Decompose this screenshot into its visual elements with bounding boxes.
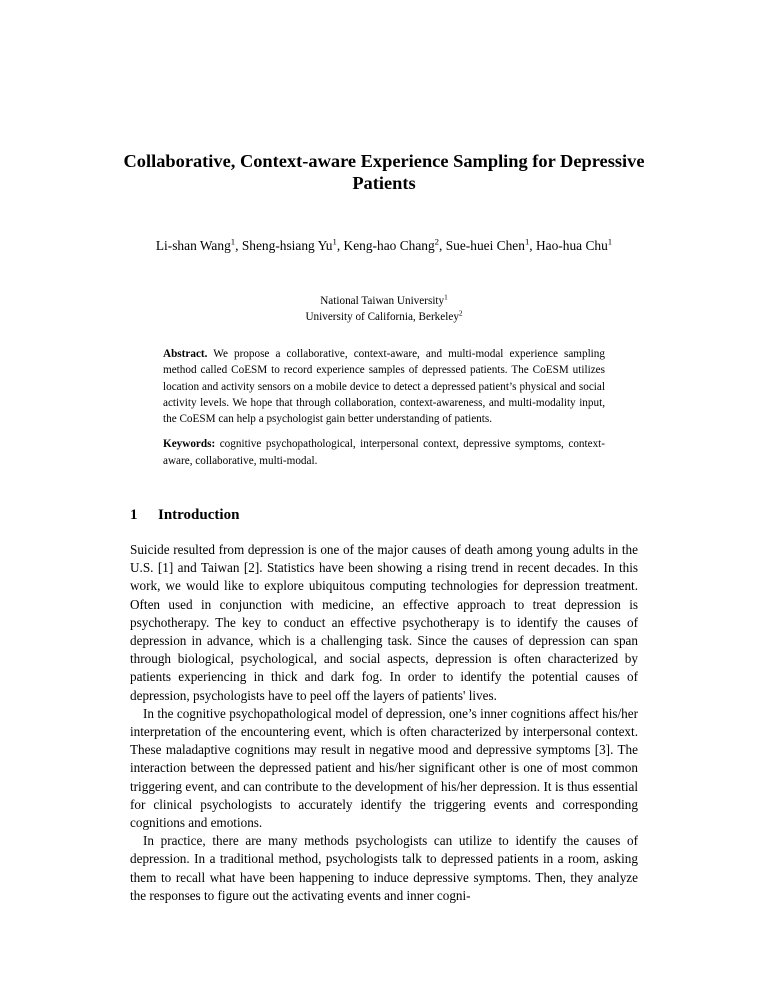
affiliation-mark: 1 — [607, 236, 613, 247]
body-paragraph: In the cognitive psychopathological model of depression, one’s inner cognitions affect his/her interpretation of the encountering event, which is often characterized by interpersonal context. These maladaptive cognitions may result in negative mood and depressive symptoms [3]. The interaction between the depressed patient and his/her significant other is one of most common triggering event, and can contribute to the development of his/her depression. It is thus essential for clinical psychologists to accurately identify the triggering events and corresponding cognitions and emotions. — [130, 705, 638, 831]
affiliation-mark: 2 — [434, 236, 440, 247]
abstract-text: We propose a collaborative, context-aware, and multi-modal experience sampling method called CoESM to record experience samples of depressed patients. The CoESM utilizes location and activity sensors on a mobile device to detect a depressed patient’s physical and social activity levels. We hope that through collaboration, context-awareness, and multi-modality input, the CoESM can help a psychologist gain better understanding of patients. — [163, 348, 605, 426]
author-name: Hao-hua Chu — [536, 238, 608, 253]
section-heading — [130, 505, 638, 525]
paper-title: Collaborative, Context-aware Experience Sampling for Depressive Patients — [123, 151, 645, 193]
affiliation: National Taiwan University$^1$ — [320, 293, 448, 307]
affiliation-mark: 1 — [230, 236, 236, 247]
body-paragraph: Suicide resulted from depression is one of the major causes of death among young adults in the U.S. [1] and Taiwan [2]. Statistics have been showing a rising trend in recent decades. In this work, we would like to explore ubiquitous computing technologies for depression treatment. Often used in conjunction with medicine, an effective approach to treat depression is psychotherapy. The key to conduct an effective psychotherapy is to identify the causes of depression in advance, which is a challenging task. Since the causes of depression can span through biological, psychological, and social aspects, depression is often characterized by patients experiencing in thick and dark fog. In order to identify the potential causes of depression, psychologists have to peel off the layers of patients' lives. — [130, 542, 638, 703]
keywords — [163, 436, 605, 469]
section-title: Introduction — [158, 507, 240, 523]
affiliation: University of California, Berkeley$^2$ — [305, 309, 463, 323]
keywords-text: cognitive psychopathological, interpersonal context, depressive symptoms, context-aware, collaborative, multi-modal. — [163, 438, 606, 467]
abstract — [163, 346, 605, 427]
affiliation-mark: 1 — [524, 236, 530, 247]
affiliation-list — [140, 293, 628, 325]
section-body — [130, 541, 638, 905]
abstract-label: Abstract. — [163, 348, 208, 360]
affiliation-mark: 1 — [332, 236, 337, 247]
section-number: 1 — [130, 507, 138, 523]
author-name: Li-shan Wang — [155, 238, 231, 253]
author-name: Sheng-hsiang Yu — [241, 238, 333, 253]
author-name: Keng-hao Chang — [343, 238, 435, 253]
body-paragraph: In practice, there are many methods psychologists can utilize to identify the causes of depression. In a traditional method, psychologists talk to depressed patients in a room, asking them to recall what have been happening to induce depressive symptoms. Then, they analyze the responses to figure out the activating events and inner cogni- — [130, 833, 638, 903]
author-list: Li-shan Wang$^1$, Sheng-hsiang Yu$^1$, Keng-hao Chang$^2$, Sue-huei Chen$^1$, Hao-hua Chu$^1$ — [155, 236, 613, 253]
author-name: Sue-huei Chen — [445, 238, 525, 253]
keywords-label: Keywords: — [163, 438, 216, 451]
abstract-block — [163, 346, 605, 469]
